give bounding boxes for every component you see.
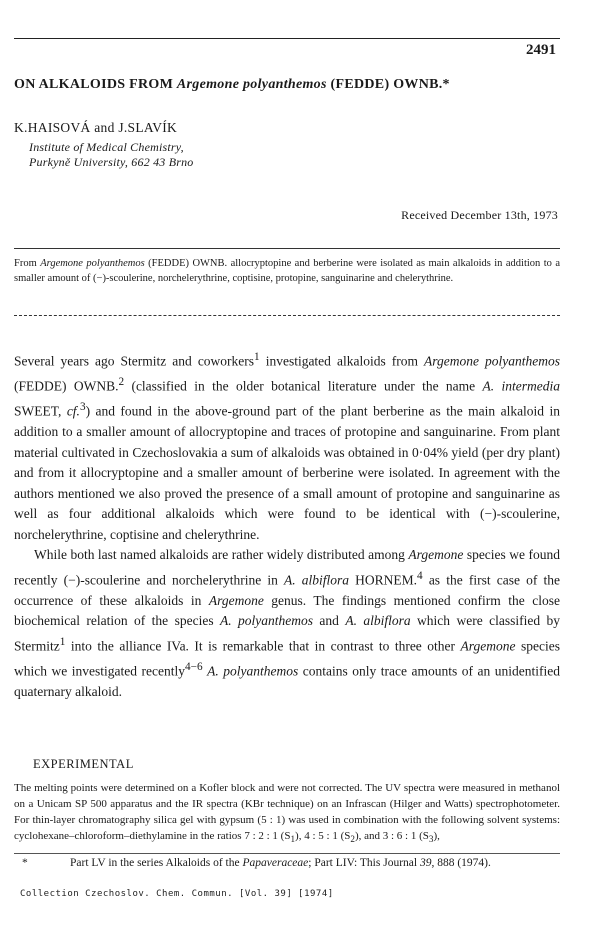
species-name: A. albiflora (283, 572, 350, 587)
citation: 4 (417, 569, 423, 582)
citation: 1 (59, 635, 66, 648)
text: genus. The findings mentioned confirm the close biochemical relation of the species (14, 592, 560, 628)
text: and (313, 613, 346, 628)
abstract-text: (FEDDE) OWNB. allocryptopine and berberine were isolated as main alkaloids in addition to a smaller amount of (−)-scoulerine, norchelerythrine, coptisine, protopine, sanguinarine and chelerythrine. (14, 258, 560, 284)
text: species we found recently (−)-scoulerine and norchelerythrine in (14, 547, 560, 587)
text: ), 4 : 5 : 1 (S (295, 830, 351, 842)
affiliation-line-1: Institute of Medical Chemistry, (29, 140, 184, 154)
experimental-text (14, 780, 560, 847)
paragraph-2 (14, 545, 560, 702)
text: into the alliance IVa. It is remarkable that in contrast to three other (65, 638, 461, 653)
abstract-rule-top (14, 248, 560, 249)
received-date: Received December 13th, 1973 (401, 208, 558, 222)
volume-number: 39 (419, 857, 432, 869)
title-species: Argemone polyanthemos (176, 77, 327, 92)
affiliation-line-2: Purkyně University, 662 43 Brno (29, 155, 194, 169)
text: which were classified by Stermitz (14, 613, 560, 653)
species-name: A. albiflora (345, 613, 411, 628)
text: ) and found in the above-ground part of the plant berberine as the main alkaloid in addition to a smaller amount of allocryptopine and traces of protopine and sanguinarine. From plant material cultivated in Czechoslovakia a sum of alkaloids was obtained in 0·04% yield (per dry plant) and from it allocryptopine and a smaller amount of berberine were isolated. In agreement with the authors mentioned we also proved the presence of a small amount of protopine and sanguinarine as well as four additional alkaloids which were found to be identical with (−)-scoulerine, norchelerythrine, coptisine and chelerythrine. (14, 403, 560, 542)
text: species which we investigated recently (14, 638, 560, 678)
citation: 1 (254, 351, 260, 363)
species-name: A. polyanthemos (207, 663, 299, 678)
text: (FEDDE) OWNB. (14, 378, 119, 394)
text-italic: cf. (66, 403, 80, 419)
genus-name: Argemone (460, 638, 516, 653)
text: ; Part LIV: This Journal (308, 857, 420, 869)
family-name: Papaveraceae (242, 857, 309, 869)
header-rule (14, 38, 560, 39)
footnote (14, 857, 560, 869)
text: HORNEM. (349, 572, 418, 587)
footnote-rule (14, 853, 560, 854)
text: , 888 (1974). (431, 857, 491, 869)
text: contains only trace amounts of an unidentified quaternary alkaloid. (14, 663, 560, 699)
text: Part LV in the series Alkaloids of the (70, 857, 243, 869)
title-suffix: (FEDDE) OWNB.* (326, 77, 450, 92)
paragraph-1 (14, 347, 560, 545)
text: Several years ago Stermitz and coworkers (14, 353, 255, 369)
authors: K.HAISOVÁ and J.SLAVÍK (14, 120, 178, 135)
citation: 3 (79, 401, 86, 413)
abstract-species: Argemone polyanthemos (40, 258, 145, 269)
genus-name: Argemone (208, 592, 264, 608)
species-name: Argemone polyanthemos (424, 353, 560, 369)
text: (classified in the older botanical literature under the name (124, 378, 483, 394)
article-title (14, 77, 450, 93)
text: The melting points were determined on a Kofler block and were not corrected. The UV spectra were measured in methanol on a Unicam SP 500 apparatus and the IR spectra (KBr technique) on an Infrascan (Hilger and Watts) spectrophotometer. For thin-layer chromatography silica gel with gypsum (5 : 1) was used in combination with the following solvent systems: cyclohexane–chloroform–diethylamine in the ratios 7 : 2 : 1 (S (14, 782, 560, 842)
text: While both last named alkaloids are rather widely distributed among (34, 547, 409, 562)
subscript: 2 (350, 834, 355, 845)
species-name: A. intermedia (482, 378, 560, 394)
affiliation (29, 140, 194, 170)
footnote-mark: * (22, 857, 28, 869)
title-prefix: ON ALKALOIDS FROM (14, 77, 177, 92)
text: as the first case of the occurrence of these alkaloids in (14, 572, 560, 608)
subscript: 3 (428, 834, 434, 845)
section-heading-experimental: EXPERIMENTAL (33, 757, 134, 771)
page-number: 2491 (526, 42, 556, 58)
citation: 2 (118, 376, 125, 388)
journal-footer: Collection Czechoslov. Chem. Commun. [Vol. 39] [1974] (20, 889, 334, 899)
text: SWEET, (14, 403, 67, 419)
text: ), and 3 : 6 : 1 (S (354, 830, 429, 842)
text: ), (433, 830, 440, 842)
abstract-rule-bottom (14, 315, 560, 316)
abstract-text: From (14, 258, 41, 269)
genus-name: Argemone (408, 547, 464, 562)
citation: 4−6 (184, 660, 203, 673)
article-body (14, 347, 560, 702)
species-name: A. polyanthemos (219, 613, 314, 628)
subscript: 1 (290, 834, 296, 845)
abstract (14, 257, 560, 286)
text: investigated alkaloids from (259, 353, 424, 369)
